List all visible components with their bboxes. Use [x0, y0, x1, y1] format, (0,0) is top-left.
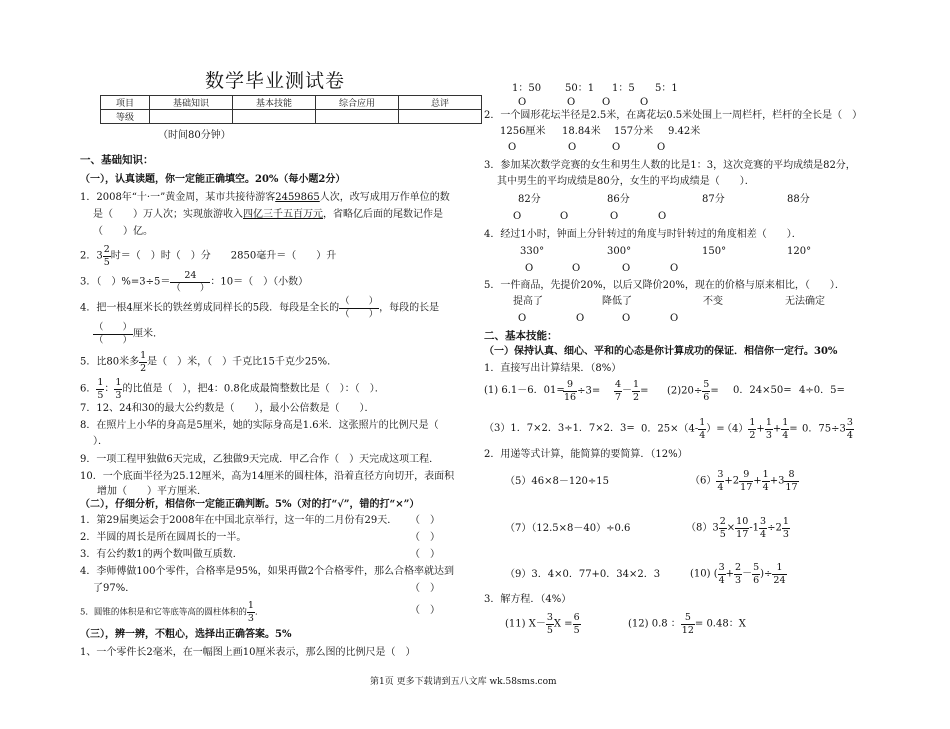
fraction: $\frac{1}{3}$	[115, 377, 122, 401]
calc-6: 4÷0．5=	[799, 385, 845, 396]
option-label: 88分	[787, 194, 810, 205]
choice-question-3: 3．参加某次数学竞赛的女生和男生人数的比是1：3，这次竞赛的平均成绩是82分，	[484, 160, 856, 171]
sub-question-3: 3．解方程．（4%）	[484, 594, 572, 605]
fraction: $\frac{1}{4}$	[762, 469, 769, 493]
answer-paren[interactable]: （ ）	[410, 549, 440, 560]
option-label: 86分	[607, 194, 630, 205]
score-header-cell: 基本技能	[233, 96, 316, 110]
option-label: 1：5	[612, 83, 635, 94]
option-label: 330°	[520, 246, 545, 257]
score-header-cell: 基础知识	[150, 96, 233, 110]
fraction: $\frac{3}{4}$	[718, 562, 725, 586]
calc-10: 0．75÷3 $\frac{3}{4}$	[802, 417, 853, 441]
fraction: $\frac{24}{( )}$	[171, 270, 210, 294]
score-header-cell: 综合应用	[316, 96, 399, 110]
page-title: 数学毕业测试卷	[205, 70, 346, 92]
calc-3: $\frac{4}{7}$ － $\frac{1}{2}$ =	[615, 379, 649, 403]
sub-question-1: 1．直接写出计算结果．（8%）	[484, 363, 622, 374]
fraction: $\frac{8}{17}$	[785, 469, 798, 493]
option-circle[interactable]: O	[508, 142, 517, 153]
calc-1: (1) 6.1－6．01=	[484, 385, 565, 396]
option-label: 提高了	[513, 296, 543, 307]
sub-question-2: 2．用递等式计算，能简算的要简算．（12%）	[484, 449, 688, 460]
page-footer: 第1页 更多下载请到五八文库 wk.58sms.com	[370, 677, 557, 687]
equation-12: (12) 0.8 ： $\frac{5}{12}$ = 0.48：X	[628, 612, 746, 636]
fraction: $\frac{1}{4}$	[782, 417, 789, 441]
option-circle[interactable]: O	[560, 211, 569, 222]
option-label: 300°	[607, 246, 632, 257]
score-cell[interactable]	[399, 110, 482, 124]
score-header-cell: 项目	[101, 96, 150, 110]
option-label: 无法确定	[785, 296, 825, 307]
question-1-line3: （ ）亿。	[93, 226, 153, 237]
time-note: （时间80分钟）	[158, 130, 231, 141]
judge-item-3: 3．有公约数1的两个数叫做互质数．	[80, 549, 243, 560]
problem-7: （7）（12.5×8－40）÷0.6	[505, 523, 631, 534]
option-label: 50：1	[565, 83, 595, 94]
question-4-line2: $\frac{( )}{( )}$ 厘米．	[94, 322, 164, 346]
score-table	[100, 95, 482, 124]
option-label: 9.42米	[668, 126, 701, 137]
fraction: $\frac{2}{5}$	[719, 516, 726, 540]
answer-paren[interactable]: （ ）	[410, 583, 440, 594]
question-1-line2: 是（ ）万人次；实现旅游收入四亿三千五百万元，省略亿后面的尾数记作是	[93, 209, 443, 220]
fraction: $\frac{2}{5}$	[103, 244, 110, 268]
score-cell[interactable]	[233, 110, 316, 124]
option-circle[interactable]: O	[602, 97, 611, 108]
problem-8: （8）3 $\frac{2}{5}$ × $\frac{10}{17}$ -1 $\frac{3}{4}$ ÷2 $\frac{1}{3}$	[686, 516, 789, 540]
calc-2: $\frac{9}{16}$ ÷3=	[564, 379, 601, 403]
calc-4: (2)20÷ $\frac{5}{6}$ =	[667, 379, 719, 403]
fraction: $\frac{9}{17}$	[740, 469, 753, 493]
option-circle[interactable]: O	[670, 313, 679, 324]
question-5: 5．比80米多 $\frac{1}{2}$ 是（ ）米，（ ）千克比15千克少25%．	[80, 350, 338, 374]
judge-item-4: 4．李师傅做100个零件，合格率是95%，如果再做2个合格零件，那么合格率就达到	[80, 566, 455, 577]
part1-heading: 一、基础知识：	[80, 154, 154, 166]
calc-7: （3）1．7×2．3÷1．7×2．3=	[484, 423, 635, 434]
choice-question-1: 1、一个零件长2毫米，在一幅图上画10厘米表示，那么图的比例尺是（ ）	[80, 647, 416, 658]
option-circle[interactable]: O	[658, 211, 667, 222]
judge-item-2: 2．半圆的周长是所在圆周长的一半。	[80, 532, 247, 543]
judge-item-4-line2: 了97%．	[93, 583, 136, 594]
fraction: $\frac{10}{17}$	[736, 516, 749, 540]
part2-heading: 二、基本技能：	[484, 330, 558, 342]
option-circle[interactable]: O	[640, 97, 649, 108]
option-label: 150°	[702, 246, 727, 257]
answer-paren[interactable]: （ ）	[410, 605, 440, 616]
fraction: $\frac{1}{24}$	[773, 562, 786, 586]
fraction: $\frac{4}{7}$	[615, 379, 622, 403]
question-3: 3．（ ）%=3÷5＝ $\frac{24}{( )}$ ：10＝（ ）（小数）	[80, 270, 309, 294]
question-4: 4．把一根4厘米长的铁丝剪成同样长的5段．每段是全长的 $\frac{( )}{( )}$ ，每段的长是	[80, 296, 440, 320]
fraction: $\frac{9}{16}$	[564, 379, 577, 403]
option-label: 87分	[702, 194, 725, 205]
option-circle[interactable]: O	[610, 211, 619, 222]
problem-5: （5）46×8－120÷15	[505, 476, 610, 487]
calc-5: 0．24×50=	[733, 385, 792, 396]
score-header-cell: 总评	[399, 96, 482, 110]
calc-8: 0．25×（4- $\frac{1}{4}$ ）=	[641, 417, 725, 441]
fraction: $\frac{1}{3}$	[782, 516, 789, 540]
fraction: $\frac{1}{4}$	[699, 417, 706, 441]
question-7: 7．12、24和30的最大公约数是（ ），最小公倍数是（ ）．	[80, 403, 375, 414]
option-circle[interactable]: O	[612, 142, 621, 153]
score-row-label: 等级	[101, 110, 150, 124]
blank-fraction: $\frac{( )}{( )}$	[94, 322, 133, 346]
fraction: $\frac{3}{4}$	[846, 417, 853, 441]
option-circle[interactable]: O	[513, 211, 522, 222]
question-8: 8．在照片上小华的身高是5厘米，她的实际身高是1.6米．这张照片的比例尺是（	[80, 420, 439, 431]
option-circle[interactable]: O	[568, 142, 577, 153]
fraction: $\frac{6}{5}$	[573, 612, 580, 636]
option-circle[interactable]: O	[567, 97, 576, 108]
score-cell[interactable]	[150, 110, 233, 124]
problem-9: （9）3．4×0．77+0．34×2．3	[505, 569, 661, 580]
answer-paren[interactable]: （ ）	[410, 515, 440, 526]
sec3-heading: （三），辨一辨，不粗心，选择出正确答案。5%	[80, 629, 292, 640]
equation-11: (11) X－ $\frac{3}{5}$ X = $\frac{6}{5}$	[505, 612, 580, 636]
fraction: $\frac{1}{2}$	[749, 417, 756, 441]
sec1-heading: （一），认真读题，你一定能正确填空。20%（每小题2分）	[80, 174, 346, 185]
fraction: $\frac{2}{3}$	[735, 562, 742, 586]
option-circle[interactable]: O	[576, 313, 585, 324]
score-table-row	[101, 110, 482, 124]
calc-9: （4） $\frac{1}{2}$ + $\frac{1}{3}$ + $\frac{1}{4}$ =	[722, 417, 798, 441]
fraction: $\frac{5}{6}$	[703, 379, 710, 403]
fraction: $\frac{1}{2}$	[633, 379, 640, 403]
question-8-line2: ）．	[93, 436, 108, 447]
fraction: $\frac{1}{3}$	[765, 417, 772, 441]
part2-sec1-heading: （一）保持认真、细心、平和的心态是你计算成功的保证．相信你一定行。30%	[484, 346, 838, 357]
option-label: 5：1	[655, 83, 678, 94]
question-9: 9．一项工程甲独做6天完成，乙独做9天完成．甲乙合作（ ）天完成这项工程．	[80, 454, 440, 465]
fraction: $\frac{3}{5}$	[546, 612, 553, 636]
fraction: $\frac{5}{12}$	[681, 612, 694, 636]
option-circle[interactable]: O	[622, 263, 631, 274]
income-amount: 四亿三千五百万元	[243, 209, 323, 220]
choice-question-2: 2．一个圆形花坛半径是2.5米，在离花坛0.5米处围上一周栏杆，栏杆的全长是（ ）	[484, 110, 863, 121]
option-label: 18.84米	[562, 126, 601, 137]
option-label: 157分米	[614, 126, 654, 137]
question-1: 1．2008年“十·一”黄金周，某市共接待游客2459865人次，改写成用万作单位的数	[80, 192, 450, 203]
option-label: 1256厘米	[500, 126, 546, 137]
score-cell[interactable]	[316, 110, 399, 124]
fraction: $\frac{1}{5}$	[97, 377, 104, 401]
option-circle[interactable]: O	[657, 142, 666, 153]
question-10-line2: 增加（ ）平方厘米．	[97, 486, 207, 497]
answer-paren[interactable]: （ ）	[410, 532, 440, 543]
fraction: $\frac{1}{3}$	[247, 600, 254, 624]
fraction: $\frac{5}{6}$	[753, 562, 760, 586]
question-10: 10．一个底面半径为25.12厘米，高为14厘米的圆柱体，沿着直径方向切开，表面积	[80, 471, 455, 482]
sec2-heading: （二），仔细分析，相信你一定能正确判断。5%（对的打“√”，错的打“×”）	[80, 499, 420, 510]
option-circle[interactable]: O	[518, 313, 527, 324]
question-2: 2．3 $\frac{2}{5}$ 时＝（ ）时（ ）分 2850毫升＝（ ）升	[80, 244, 337, 268]
option-label: 不变	[703, 296, 723, 307]
choice-question-4: 4．经过1小时，钟面上分针转过的角度与时针转过的角度相差（ ）．	[484, 229, 802, 240]
choice-question-5: 5．一件商品，先提价20%，以后又降价20%，现在的价格与原来相比，（ ）．	[484, 280, 845, 291]
fraction: $\frac{3}{4}$	[760, 516, 767, 540]
option-label: 82分	[518, 194, 541, 205]
choice-question-3-line2: 其中男生的平均成绩是80分，女生的平均成绩是（ ）．	[497, 176, 755, 187]
option-circle[interactable]: O	[622, 313, 631, 324]
option-circle[interactable]: O	[572, 263, 581, 274]
blank-fraction: $\frac{( )}{( )}$	[340, 296, 379, 320]
fraction: $\frac{1}{2}$	[140, 350, 147, 374]
fraction: $\frac{3}{4}$	[717, 469, 724, 493]
option-circle[interactable]: O	[525, 263, 534, 274]
option-label: 120°	[787, 246, 812, 257]
option-circle[interactable]: O	[518, 97, 527, 108]
question-6: 6． $\frac{1}{5}$ ： $\frac{1}{3}$ 的比值是（ ），把4：0.8化成最简整数比是（ ）：（ ）．	[80, 377, 385, 401]
score-table-header	[101, 96, 482, 110]
judge-item-1: 1．第29届奥运会于2008年在中国北京举行，这一年的二月份有29天．	[80, 515, 398, 526]
problem-10: (10) ( $\frac{3}{4}$ + $\frac{2}{3}$ － $\frac{5}{6}$ )÷ $\frac{1}{24}$	[690, 562, 786, 586]
option-label: 1：50	[512, 83, 542, 94]
judge-item-5: 5．圆锥的体积是和它等底等高的圆柱体积的 $\frac{1}{3}$ ．	[80, 600, 264, 624]
option-circle[interactable]: O	[670, 263, 679, 274]
tourist-number: 2459865	[275, 192, 320, 203]
option-label: 降低了	[602, 296, 632, 307]
problem-6: （6） $\frac{3}{4}$ +2 $\frac{9}{17}$ + $\frac{1}{4}$ +3 $\frac{8}{17}$	[690, 469, 798, 493]
